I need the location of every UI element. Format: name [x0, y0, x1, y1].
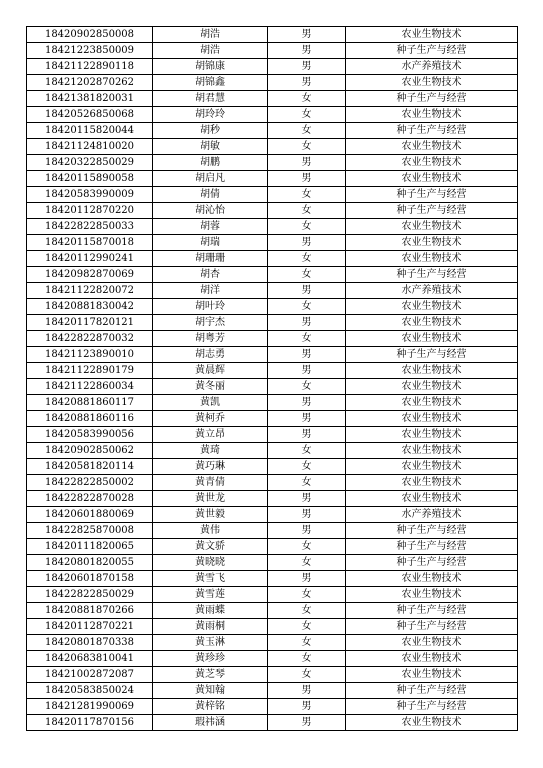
name-cell: 胡启凡 [153, 171, 268, 187]
name-cell: 瑕祎涵 [153, 715, 268, 731]
table-row [27, 667, 518, 683]
name-cell: 黄冬丽 [153, 379, 268, 395]
gender-cell: 女 [268, 203, 346, 219]
major-cell: 种子生产与经营 [346, 267, 518, 283]
name-cell: 胡浩 [153, 27, 268, 43]
table-row [27, 571, 518, 587]
table-row [27, 331, 518, 347]
gender-cell: 男 [268, 411, 346, 427]
student-id-cell: 18420881870266 [27, 603, 153, 619]
major-cell: 种子生产与经营 [346, 347, 518, 363]
student-id-cell: 18420322850029 [27, 155, 153, 171]
major-cell: 农业生物技术 [346, 235, 518, 251]
student-id-cell: 18420881860116 [27, 411, 153, 427]
name-cell: 胡珊珊 [153, 251, 268, 267]
table-row [27, 427, 518, 443]
gender-cell: 女 [268, 555, 346, 571]
gender-cell: 女 [268, 219, 346, 235]
student-id-cell: 18420881860117 [27, 395, 153, 411]
major-cell: 种子生产与经营 [346, 43, 518, 59]
name-cell: 胡志勇 [153, 347, 268, 363]
major-cell: 水产养殖技术 [346, 59, 518, 75]
table-row [27, 27, 518, 43]
student-id-cell: 18421002872087 [27, 667, 153, 683]
major-cell: 农业生物技术 [346, 171, 518, 187]
student-id-cell: 18420581820114 [27, 459, 153, 475]
student-id-cell: 18422822850033 [27, 219, 153, 235]
major-cell: 农业生物技术 [346, 715, 518, 731]
name-cell: 胡锦康 [153, 59, 268, 75]
gender-cell: 男 [268, 75, 346, 91]
student-id-cell: 18420881830042 [27, 299, 153, 315]
table-row [27, 459, 518, 475]
table-row [27, 251, 518, 267]
table-row [27, 411, 518, 427]
major-cell: 农业生物技术 [346, 75, 518, 91]
table-row [27, 523, 518, 539]
name-cell: 黄雨蝶 [153, 603, 268, 619]
gender-cell: 女 [268, 651, 346, 667]
student-id-cell: 18421202870262 [27, 75, 153, 91]
major-cell: 种子生产与经营 [346, 699, 518, 715]
major-cell: 农业生物技术 [346, 107, 518, 123]
student-id-cell: 18421122860034 [27, 379, 153, 395]
name-cell: 胡秒 [153, 123, 268, 139]
student-id-cell: 18420583990009 [27, 187, 153, 203]
table-row [27, 187, 518, 203]
name-cell: 黄雪飞 [153, 571, 268, 587]
gender-cell: 女 [268, 331, 346, 347]
table-row [27, 283, 518, 299]
major-cell: 种子生产与经营 [346, 619, 518, 635]
gender-cell: 男 [268, 59, 346, 75]
student-id-cell: 18420902850062 [27, 443, 153, 459]
table-row [27, 315, 518, 331]
gender-cell: 女 [268, 603, 346, 619]
name-cell: 胡叶玲 [153, 299, 268, 315]
name-cell: 黄晨辉 [153, 363, 268, 379]
table-row [27, 219, 518, 235]
gender-cell: 女 [268, 475, 346, 491]
major-cell: 农业生物技术 [346, 571, 518, 587]
gender-cell: 女 [268, 443, 346, 459]
major-cell: 农业生物技术 [346, 27, 518, 43]
student-id-cell: 18420583850024 [27, 683, 153, 699]
student-id-cell: 18422822870028 [27, 491, 153, 507]
student-id-cell: 18422822870032 [27, 331, 153, 347]
table-row [27, 203, 518, 219]
gender-cell: 男 [268, 683, 346, 699]
student-id-cell: 18421123890010 [27, 347, 153, 363]
major-cell: 种子生产与经营 [346, 539, 518, 555]
name-cell: 胡沁怡 [153, 203, 268, 219]
name-cell: 胡君慧 [153, 91, 268, 107]
gender-cell: 女 [268, 379, 346, 395]
student-id-cell: 18421122890179 [27, 363, 153, 379]
table-row [27, 395, 518, 411]
name-cell: 胡倩 [153, 187, 268, 203]
gender-cell: 男 [268, 491, 346, 507]
gender-cell: 男 [268, 347, 346, 363]
gender-cell: 女 [268, 539, 346, 555]
table-row [27, 699, 518, 715]
major-cell: 农业生物技术 [346, 379, 518, 395]
major-cell: 农业生物技术 [346, 635, 518, 651]
gender-cell: 男 [268, 523, 346, 539]
name-cell: 黄雪莲 [153, 587, 268, 603]
name-cell: 胡锦鑫 [153, 75, 268, 91]
name-cell: 胡杏 [153, 267, 268, 283]
student-id-cell: 18421124810020 [27, 139, 153, 155]
major-cell: 农业生物技术 [346, 155, 518, 171]
gender-cell: 男 [268, 235, 346, 251]
table-row [27, 619, 518, 635]
table-row [27, 715, 518, 731]
table-row [27, 651, 518, 667]
gender-cell: 男 [268, 171, 346, 187]
major-cell: 农业生物技术 [346, 443, 518, 459]
student-id-cell: 18421381820031 [27, 91, 153, 107]
gender-cell: 女 [268, 587, 346, 603]
table-body [27, 27, 518, 731]
name-cell: 黄梓铭 [153, 699, 268, 715]
name-cell: 黄玉淋 [153, 635, 268, 651]
major-cell: 种子生产与经营 [346, 203, 518, 219]
major-cell: 水产养殖技术 [346, 283, 518, 299]
major-cell: 农业生物技术 [346, 395, 518, 411]
name-cell: 黄雨桐 [153, 619, 268, 635]
table-row [27, 123, 518, 139]
name-cell: 黄晓晓 [153, 555, 268, 571]
student-id-cell: 18420902850008 [27, 27, 153, 43]
gender-cell: 男 [268, 315, 346, 331]
gender-cell: 男 [268, 571, 346, 587]
name-cell: 胡浩 [153, 43, 268, 59]
table-row [27, 347, 518, 363]
name-cell: 胡玲玲 [153, 107, 268, 123]
student-id-cell: 18420112870220 [27, 203, 153, 219]
gender-cell: 男 [268, 395, 346, 411]
name-cell: 黄柯乔 [153, 411, 268, 427]
name-cell: 黄珍珍 [153, 651, 268, 667]
major-cell: 农业生物技术 [346, 427, 518, 443]
table-row [27, 75, 518, 91]
gender-cell: 女 [268, 619, 346, 635]
student-id-cell: 18420112990241 [27, 251, 153, 267]
student-id-cell: 18420683810041 [27, 651, 153, 667]
gender-cell: 女 [268, 187, 346, 203]
student-id-cell: 18420801820055 [27, 555, 153, 571]
name-cell: 胡瑞 [153, 235, 268, 251]
major-cell: 农业生物技术 [346, 251, 518, 267]
gender-cell: 男 [268, 363, 346, 379]
student-id-cell: 18420583990056 [27, 427, 153, 443]
table-row [27, 91, 518, 107]
student-id-cell: 18421122890118 [27, 59, 153, 75]
gender-cell: 女 [268, 107, 346, 123]
table-row [27, 107, 518, 123]
major-cell: 农业生物技术 [346, 491, 518, 507]
table-row [27, 443, 518, 459]
gender-cell: 女 [268, 459, 346, 475]
gender-cell: 女 [268, 267, 346, 283]
major-cell: 种子生产与经营 [346, 187, 518, 203]
major-cell: 农业生物技术 [346, 139, 518, 155]
student-id-cell: 18420982870069 [27, 267, 153, 283]
name-cell: 黄芝琴 [153, 667, 268, 683]
major-cell: 农业生物技术 [346, 299, 518, 315]
student-id-cell: 18420111820065 [27, 539, 153, 555]
table-row [27, 635, 518, 651]
table-row [27, 139, 518, 155]
name-cell: 黄文骄 [153, 539, 268, 555]
name-cell: 黄巧琳 [153, 459, 268, 475]
gender-cell: 男 [268, 699, 346, 715]
table-row [27, 603, 518, 619]
gender-cell: 女 [268, 667, 346, 683]
gender-cell: 女 [268, 635, 346, 651]
name-cell: 黄凯 [153, 395, 268, 411]
name-cell: 黄伟 [153, 523, 268, 539]
student-id-cell: 18420115870018 [27, 235, 153, 251]
name-cell: 黄知翰 [153, 683, 268, 699]
table-row [27, 507, 518, 523]
student-id-cell: 18422822850029 [27, 587, 153, 603]
gender-cell: 男 [268, 507, 346, 523]
student-id-cell: 18421223850009 [27, 43, 153, 59]
major-cell: 种子生产与经营 [346, 123, 518, 139]
gender-cell: 男 [268, 155, 346, 171]
student-id-cell: 18422825870008 [27, 523, 153, 539]
gender-cell: 男 [268, 27, 346, 43]
table-row [27, 59, 518, 75]
major-cell: 种子生产与经营 [346, 91, 518, 107]
student-id-cell: 18420526850068 [27, 107, 153, 123]
student-id-cell: 18420115890058 [27, 171, 153, 187]
gender-cell: 女 [268, 139, 346, 155]
major-cell: 农业生物技术 [346, 651, 518, 667]
student-id-cell: 18420117870156 [27, 715, 153, 731]
student-id-cell: 18420112870221 [27, 619, 153, 635]
table-row [27, 491, 518, 507]
student-id-cell: 18420801870338 [27, 635, 153, 651]
name-cell: 胡粤芳 [153, 331, 268, 347]
major-cell: 种子生产与经营 [346, 683, 518, 699]
major-cell: 种子生产与经营 [346, 555, 518, 571]
student-id-cell: 18420117820121 [27, 315, 153, 331]
table-row [27, 155, 518, 171]
gender-cell: 男 [268, 715, 346, 731]
table-row [27, 475, 518, 491]
student-id-cell: 18420115820044 [27, 123, 153, 139]
gender-cell: 男 [268, 427, 346, 443]
name-cell: 黄立昂 [153, 427, 268, 443]
major-cell: 农业生物技术 [346, 363, 518, 379]
name-cell: 胡敏 [153, 139, 268, 155]
name-cell: 黄世龙 [153, 491, 268, 507]
student-id-cell: 18421122820072 [27, 283, 153, 299]
major-cell: 农业生物技术 [346, 331, 518, 347]
gender-cell: 女 [268, 123, 346, 139]
gender-cell: 男 [268, 283, 346, 299]
major-cell: 农业生物技术 [346, 587, 518, 603]
student-id-cell: 18420601870158 [27, 571, 153, 587]
table-row [27, 235, 518, 251]
table-row [27, 555, 518, 571]
student-table [26, 26, 518, 731]
gender-cell: 女 [268, 299, 346, 315]
name-cell: 胡蓉 [153, 219, 268, 235]
name-cell: 黄琦 [153, 443, 268, 459]
table-row [27, 379, 518, 395]
table-row [27, 43, 518, 59]
major-cell: 农业生物技术 [346, 667, 518, 683]
major-cell: 种子生产与经营 [346, 603, 518, 619]
student-id-cell: 18420601880069 [27, 507, 153, 523]
major-cell: 种子生产与经营 [346, 523, 518, 539]
name-cell: 胡鹏 [153, 155, 268, 171]
major-cell: 农业生物技术 [346, 315, 518, 331]
table-row [27, 363, 518, 379]
gender-cell: 女 [268, 91, 346, 107]
gender-cell: 男 [268, 43, 346, 59]
major-cell: 农业生物技术 [346, 411, 518, 427]
table-row [27, 587, 518, 603]
table-row [27, 267, 518, 283]
gender-cell: 女 [268, 251, 346, 267]
name-cell: 黄青倩 [153, 475, 268, 491]
table-row [27, 683, 518, 699]
name-cell: 胡宇杰 [153, 315, 268, 331]
major-cell: 农业生物技术 [346, 475, 518, 491]
student-id-cell: 18422822850002 [27, 475, 153, 491]
table-row [27, 299, 518, 315]
major-cell: 农业生物技术 [346, 459, 518, 475]
major-cell: 农业生物技术 [346, 219, 518, 235]
table-row [27, 539, 518, 555]
table-row [27, 171, 518, 187]
student-id-cell: 18421281990069 [27, 699, 153, 715]
name-cell: 胡洋 [153, 283, 268, 299]
name-cell: 黄世毅 [153, 507, 268, 523]
major-cell: 水产养殖技术 [346, 507, 518, 523]
